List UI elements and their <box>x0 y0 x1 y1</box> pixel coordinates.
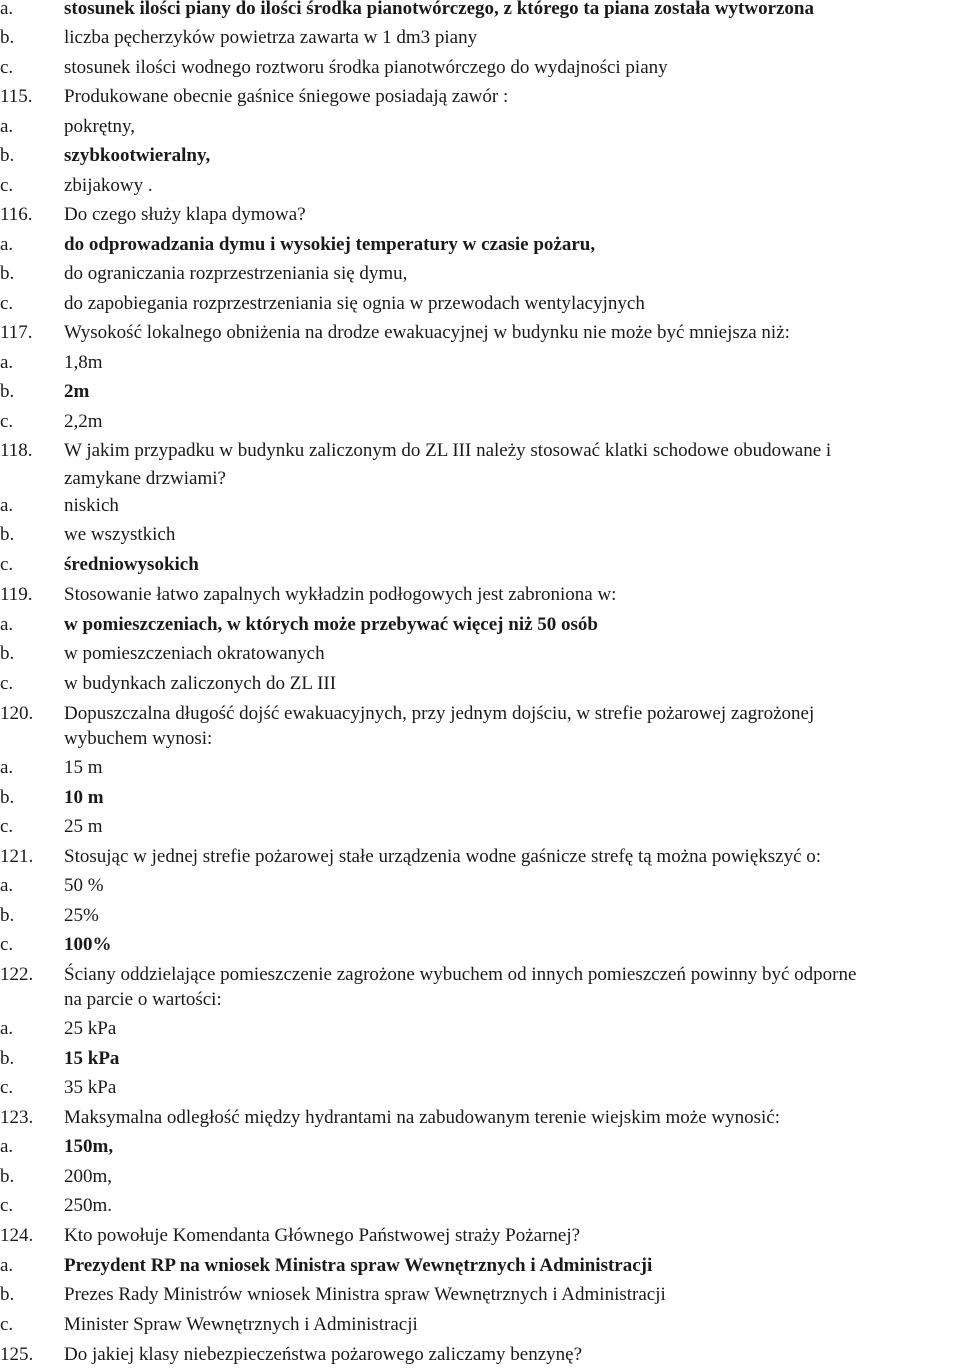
option-text: 2,2m <box>64 411 103 432</box>
option-letter: c. <box>0 411 14 432</box>
option-text: do odprowadzania dymu i wysokiej temperatury w czasie pożaru, <box>64 234 596 255</box>
option-text: stosunek ilości piany do ilości środka pianotwórczego, z którego ta piana została wytworzona <box>64 0 814 19</box>
question-text: Produkowane obecnie gaśnice śniegowe posiadają zawór : <box>64 86 509 107</box>
answer-option <box>0 1312 960 1338</box>
answer-option <box>0 232 960 258</box>
answer-option <box>0 1282 960 1308</box>
answer-option <box>0 291 960 317</box>
continuation-text: zamykane drzwiami? <box>64 468 226 489</box>
option-letter: a. <box>0 352 14 373</box>
question-text: Kto powołuje Komendanta Głównego Państwowej straży Pożarnej? <box>64 1225 581 1246</box>
question-text: Dopuszczalna długość dojść ewakuacyjnych, przy jednym dojściu, w strefie pożarowej zagrożonej <box>64 703 815 724</box>
option-text: 1,8m <box>64 352 103 373</box>
question-text: Do czego służy klapa dymowa? <box>64 204 306 225</box>
question-continuation <box>0 987 960 1013</box>
answer-option <box>0 814 960 840</box>
option-letter: b. <box>0 524 15 545</box>
answer-option <box>0 493 960 519</box>
option-letter: a. <box>0 1018 14 1039</box>
option-text: w budynkach zaliczonych do ZL III <box>64 673 337 694</box>
question-continuation <box>0 466 960 492</box>
option-letter: a. <box>0 1136 14 1157</box>
question-line <box>0 320 960 346</box>
question-line <box>0 1342 960 1368</box>
answer-option <box>0 755 960 781</box>
question-number: 118. <box>0 440 33 461</box>
option-letter: c. <box>0 1314 14 1335</box>
option-text: pokrętny, <box>64 116 136 137</box>
option-text: Prezes Rady Ministrów wniosek Ministra spraw Wewnętrznych i Administracji <box>64 1284 666 1305</box>
option-letter: c. <box>0 175 14 196</box>
answer-option <box>0 1046 960 1072</box>
option-text: w pomieszczeniach okratowanych <box>64 643 325 664</box>
option-text: 15 kPa <box>64 1048 120 1069</box>
answer-option <box>0 1134 960 1160</box>
option-letter: c. <box>0 1077 14 1098</box>
answer-option <box>0 143 960 169</box>
option-letter: c. <box>0 293 14 314</box>
answer-option <box>0 522 960 548</box>
option-text: 25% <box>64 905 99 926</box>
answer-option <box>0 641 960 667</box>
option-letter: b. <box>0 905 15 926</box>
option-letter: b. <box>0 643 15 664</box>
option-letter: b. <box>0 381 15 402</box>
answer-option <box>0 1075 960 1101</box>
option-text: stosunek ilości wodnego roztworu środka pianotwórczego do wydajności piany <box>64 57 668 78</box>
option-text: 2m <box>64 381 90 402</box>
option-text: 50 % <box>64 875 104 896</box>
option-text: 100% <box>64 934 112 955</box>
answer-option <box>0 1016 960 1042</box>
option-letter: a. <box>0 495 14 516</box>
option-text: Minister Spraw Wewnętrznych i Administracji <box>64 1314 418 1335</box>
question-number: 116. <box>0 204 33 225</box>
option-text: Prezydent RP na wniosek Ministra spraw Wewnętrznych i Administracji <box>64 1255 653 1276</box>
option-text: do ograniczania rozprzestrzeniania się dymu, <box>64 263 408 284</box>
option-letter: c. <box>0 673 14 694</box>
option-letter: c. <box>0 57 14 78</box>
answer-option <box>0 873 960 899</box>
option-letter: c. <box>0 1195 14 1216</box>
option-letter: b. <box>0 27 15 48</box>
question-text: Stosując w jednej strefie pożarowej stałe urządzenia wodne gaśnicze strefę tą można powiększyć o: <box>64 846 822 867</box>
option-letter: a. <box>0 614 14 635</box>
question-text: Wysokość lokalnego obniżenia na drodze ewakuacyjnej w budynku nie może być mniejsza niż: <box>64 322 790 343</box>
option-text: we wszystkich <box>64 524 176 545</box>
continuation-text: wybuchem wynosi: <box>64 728 213 749</box>
answer-option <box>0 25 960 51</box>
question-number: 124. <box>0 1225 34 1246</box>
question-number: 125. <box>0 1344 34 1365</box>
option-letter: a. <box>0 116 14 137</box>
answer-option <box>0 55 960 81</box>
answer-option <box>0 785 960 811</box>
answer-option <box>0 903 960 929</box>
question-text: W jakim przypadku w budynku zaliczonym do ZL III należy stosować klatki schodowe obudowane i <box>64 440 832 461</box>
option-text: szybkootwieralny, <box>64 145 211 166</box>
continuation-text: na parcie o wartości: <box>64 989 222 1010</box>
question-text: Stosowanie łatwo zapalnych wykładzin podłogowych jest zabroniona w: <box>64 584 617 605</box>
answer-option <box>0 409 960 435</box>
answer-option <box>0 173 960 199</box>
option-text: 150m, <box>64 1136 114 1157</box>
option-letter: a. <box>0 757 14 778</box>
question-continuation <box>0 726 960 752</box>
question-number: 115. <box>0 86 33 107</box>
answer-option <box>0 261 960 287</box>
answer-option <box>0 114 960 140</box>
question-number: 119. <box>0 584 33 605</box>
answer-option <box>0 612 960 638</box>
option-text: 250m. <box>64 1195 113 1216</box>
option-letter: a. <box>0 1255 14 1276</box>
question-number: 117. <box>0 322 33 343</box>
question-number: 122. <box>0 964 34 985</box>
question-line <box>0 582 960 608</box>
option-letter: a. <box>0 0 14 19</box>
option-text: niskich <box>64 495 119 516</box>
option-text: liczba pęcherzyków powietrza zawarta w 1 dm3 piany <box>64 27 478 48</box>
option-text: 35 kPa <box>64 1077 117 1098</box>
option-text: 200m, <box>64 1166 113 1187</box>
option-letter: b. <box>0 263 15 284</box>
answer-option <box>0 671 960 697</box>
option-letter: b. <box>0 1284 15 1305</box>
option-text: w pomieszczeniach, w których może przebywać więcej niż 50 osób <box>64 614 598 635</box>
option-letter: c. <box>0 934 14 955</box>
question-number: 121. <box>0 846 34 867</box>
question-line <box>0 202 960 228</box>
option-letter: b. <box>0 1166 15 1187</box>
answer-option <box>0 552 960 578</box>
answer-option <box>0 932 960 958</box>
answer-option <box>0 1253 960 1279</box>
option-letter: b. <box>0 145 15 166</box>
answer-option <box>0 1193 960 1219</box>
question-line <box>0 84 960 110</box>
answer-option <box>0 350 960 376</box>
option-letter: c. <box>0 554 14 575</box>
option-letter: a. <box>0 234 14 255</box>
option-text: 25 kPa <box>64 1018 117 1039</box>
option-letter: c. <box>0 816 14 837</box>
question-number: 123. <box>0 1107 34 1128</box>
question-text: Ściany oddzielające pomieszczenie zagrożone wybuchem od innych pomieszczeń powinny być odporne <box>64 964 857 985</box>
question-text: Do jakiej klasy niebezpieczeństwa pożarowego zaliczamy benzynę? <box>64 1344 583 1365</box>
option-text: do zapobiegania rozprzestrzeniania się ognia w przewodach wentylacyjnych <box>64 293 645 314</box>
answer-option <box>0 1164 960 1190</box>
option-letter: a. <box>0 875 14 896</box>
option-text: 10 m <box>64 787 104 808</box>
question-line <box>0 438 960 464</box>
option-text: zbijakowy . <box>64 175 153 196</box>
option-text: 25 m <box>64 816 103 837</box>
option-text: 15 m <box>64 757 103 778</box>
question-line <box>0 844 960 870</box>
answer-option <box>0 0 960 22</box>
option-letter: b. <box>0 787 15 808</box>
question-line <box>0 1105 960 1131</box>
question-line <box>0 1223 960 1249</box>
question-line <box>0 701 960 727</box>
question-line <box>0 962 960 988</box>
option-text: średniowysokich <box>64 554 199 575</box>
answer-option <box>0 379 960 405</box>
question-number: 120. <box>0 703 34 724</box>
question-text: Maksymalna odległość między hydrantami na zabudowanym terenie wiejskim może wynosić: <box>64 1107 780 1128</box>
option-letter: b. <box>0 1048 15 1069</box>
